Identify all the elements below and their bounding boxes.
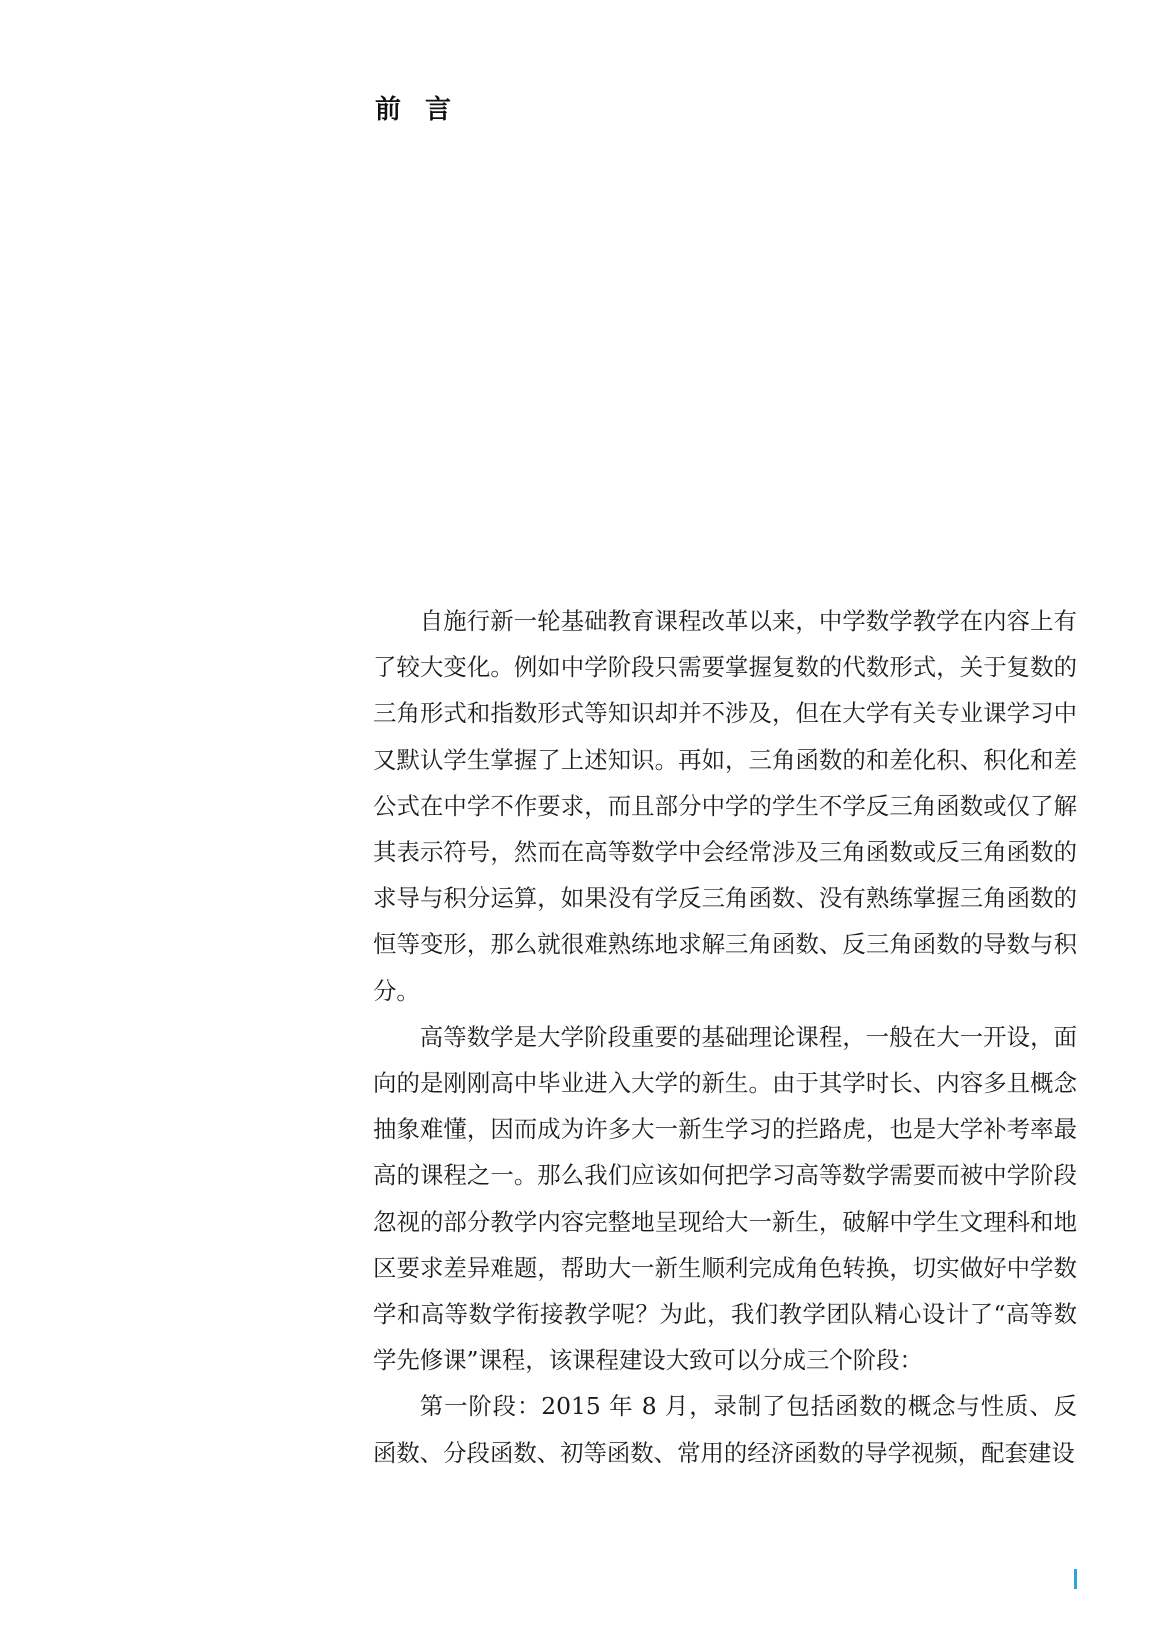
page-heading: 前言 <box>375 95 476 125</box>
paragraph: 自施行新一轮基础教育课程改革以来，中学数学教学在内容上有了较大变化。例如中学阶段只需要掌握复数的代数形式，关于复数的三角形式和指数形式等知识却并不涉及，但在大学有关专业课学习中又默认学生掌握了上述知识。再如，三角函数的和差化积、积化和差公式在中学不作要求，而且部分中学的学生不学反三角函数或仅了解其表示符号，然而在高等数学中会经常涉及三角函数或反三角函数的求导与积分运算，如果没有学反三角函数、没有熟练掌握三角函数的恒等变形，那么就很难熟练地求解三角函数、反三角函数的导数与积分。 <box>373 607 1077 1005</box>
paragraph: 第一阶段：2015 年 8 月，录制了包括函数的概念与性质、反函数、分段函数、初等函数、常用的经济函数的导学视频，配套建设 <box>373 1392 1077 1467</box>
body-text <box>373 598 1077 1476</box>
page-marker-bar <box>1074 1569 1077 1589</box>
paragraph: 高等数学是大学阶段重要的基础理论课程，一般在大一开设，面向的是刚刚高中毕业进入大学的新生。由于其学时长、内容多且概念抽象难懂，因而成为许多大一新生学习的拦路虎，也是大学补考率最高的课程之一。那么我们应该如何把学习高等数学需要而被中学阶段忽视的部分教学内容完整地呈现给大一新生，破解中学生文理科和地区要求差异难题，帮助大一新生顺利完成角色转换，切实做好中学数学和高等数学衔接教学呢？为此，我们教学团队精心设计了“高等数学先修课”课程，该课程建设大致可以分成三个阶段： <box>373 1022 1077 1375</box>
